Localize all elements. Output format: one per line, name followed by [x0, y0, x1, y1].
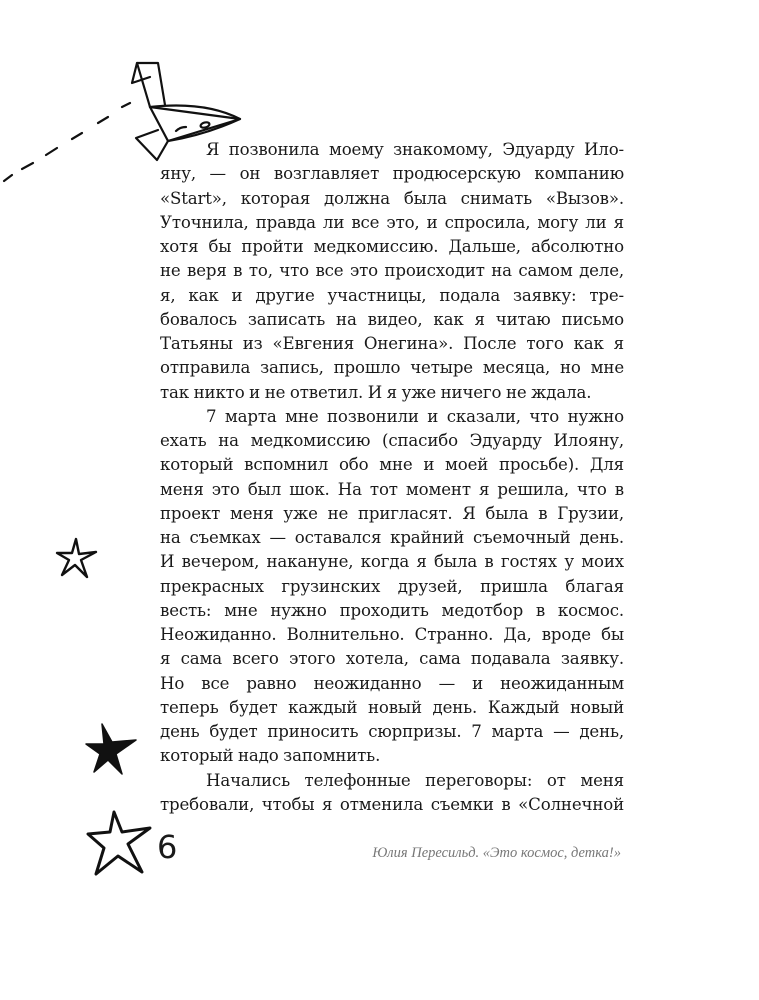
- text-line: так никто и не ответил. И я уже ничего не ждала.: [160, 382, 592, 402]
- text-line: 7 марта мне позвонили и сказали, что нужно: [206, 406, 624, 426]
- text-line: на съемках — оставался крайний съемочный день.: [160, 528, 624, 547]
- paragraph-1: [160, 138, 624, 405]
- page-number: 6: [157, 828, 178, 866]
- text-line: проект меня уже не пригласят. Я была в Грузии,: [160, 503, 624, 523]
- star-outline-small-icon: [54, 535, 100, 581]
- text-line: ехать на медкомиссию (спасибо Эдуарду Илояну,: [160, 431, 624, 450]
- running-title: Юлия Пересильд. «Это космос, детка!»: [372, 845, 621, 861]
- text-line: бовалось записать на видео, как я читаю письмо: [160, 309, 624, 329]
- text-line: яну, — он возглавляет продюсерскую компанию: [160, 164, 624, 184]
- text-line: не веря в то, что все это происходит на самом деле,: [160, 261, 624, 281]
- text-line: Я позвонила моему знакомому, Эдуарду Ило-: [206, 140, 624, 159]
- text-line: прекрасных грузинских друзей, пришла благая: [160, 576, 624, 596]
- paragraph-3: [160, 769, 624, 818]
- text-line: весть: мне нужно проходить медотбор в космос.: [160, 600, 624, 620]
- text-line: И вечером, накануне, когда я была в гостях у моих: [160, 552, 624, 572]
- star-outline-large-icon: [84, 808, 156, 880]
- text-line: день будет приносить сюрпризы. 7 марта — день,: [160, 722, 624, 741]
- text-line: который вспомнил обо мне и моей просьбе). Для: [160, 455, 624, 475]
- dashed-trail-icon: [4, 103, 130, 181]
- body-text: [160, 138, 624, 817]
- text-line: теперь будет каждый новый день. Каждый новый: [160, 697, 624, 717]
- text-line: «Start», которая должна была снимать «Вызов».: [160, 188, 624, 208]
- text-line: Уточнила, правда ли все это, и спросила, могу ли я: [160, 212, 624, 232]
- paragraph-2: [160, 405, 624, 769]
- text-line: Начались телефонные переговоры: от меня: [206, 770, 624, 790]
- text-line: хотя бы пройти медкомиссию. Дальше, абсолютно: [160, 237, 624, 256]
- text-line: Татьяны из «Евгения Онегина». После того как я: [160, 334, 624, 353]
- text-line: Неожиданно. Волнительно. Странно. Да, вроде бы: [160, 625, 624, 644]
- text-line: отправила запись, прошло четыре месяца, но мне: [160, 358, 624, 378]
- star-filled-icon: [84, 718, 140, 778]
- text-line: я, как и другие участницы, подала заявку: тре-: [160, 285, 624, 305]
- text-line: меня это был шок. На тот момент я решила, что в: [160, 479, 624, 499]
- text-line: я сама всего этого хотела, сама подавала заявку.: [160, 649, 624, 669]
- text-line: Но все равно неожиданно — и неожиданным: [160, 673, 624, 693]
- text-line: который надо запомнить.: [160, 746, 381, 766]
- text-line: требовали, чтобы я отменила съемки в «Солнечной: [160, 794, 624, 814]
